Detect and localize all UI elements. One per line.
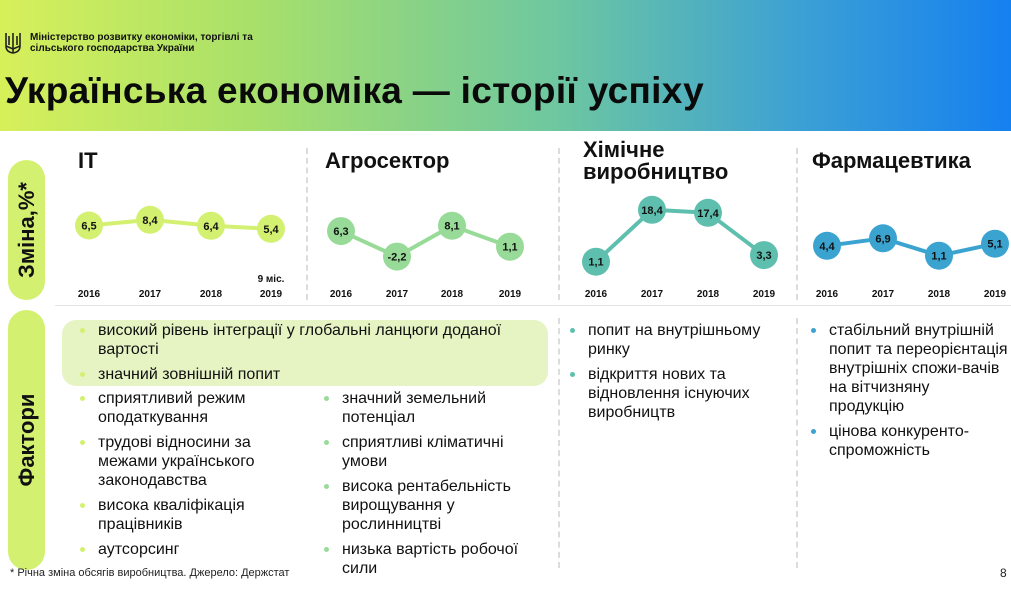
factor-item: попит на внутрішньому ринку bbox=[568, 321, 790, 359]
data-label: 1,1 bbox=[588, 256, 604, 269]
factor-item: високий рівень інтеграції у глобальні ланцюги доданої вартості bbox=[78, 321, 538, 359]
series-line-it bbox=[89, 220, 271, 229]
year-tick-label: 2018 bbox=[927, 289, 951, 300]
page-title: Українська економіка — історії успіху bbox=[5, 70, 704, 111]
year-tick-label: 2017 bbox=[138, 289, 162, 300]
bullet-dot bbox=[324, 547, 329, 552]
series-line-chem bbox=[596, 207, 764, 262]
bullet-dot bbox=[811, 328, 816, 333]
year-tick-label: 2019 bbox=[259, 289, 283, 300]
data-label: 18,4 bbox=[641, 204, 663, 217]
bullet-dot bbox=[80, 328, 85, 333]
factor-item: цінова конкуренто-спроможність bbox=[809, 422, 1009, 460]
ministry-name: Міністерство розвитку економіки, торгівлі та сільського господарства України bbox=[30, 32, 253, 54]
series-line-agro bbox=[341, 226, 510, 257]
data-label: 17,4 bbox=[697, 207, 719, 220]
bullet-dot bbox=[324, 396, 329, 401]
year-tick-label: 2016 bbox=[815, 289, 839, 300]
bullet-dot bbox=[570, 372, 575, 377]
year-tick-label: 2019 bbox=[498, 289, 522, 300]
period-note: 9 міс. bbox=[257, 274, 285, 285]
year-tick-label: 2018 bbox=[440, 289, 464, 300]
data-label: 5,4 bbox=[263, 223, 279, 236]
data-label: -2,2 bbox=[387, 251, 407, 264]
factor-item: аутсорсинг bbox=[78, 540, 303, 559]
sector-title-chem: Хімічне виробництво bbox=[583, 137, 729, 184]
series-line-pharma bbox=[827, 238, 995, 255]
bullet-dot bbox=[324, 440, 329, 445]
bullet-dot bbox=[80, 372, 85, 377]
sector-title-agro: Агросектор bbox=[325, 148, 450, 173]
data-label: 1,1 bbox=[931, 250, 947, 263]
factor-item: трудові відносини за межами українського законодавства bbox=[78, 433, 303, 490]
bullet-dot bbox=[80, 547, 85, 552]
factors-side-label: Фактори bbox=[8, 310, 45, 570]
data-label: 6,3 bbox=[333, 226, 349, 239]
change-side-label: Зміна,%* bbox=[8, 160, 45, 300]
data-label: 5,1 bbox=[987, 238, 1003, 251]
agro-factor-list bbox=[322, 389, 552, 584]
factor-item: сприятливі кліматичні умови bbox=[322, 433, 552, 471]
data-label: 6,5 bbox=[81, 220, 97, 233]
year-tick-label: 2019 bbox=[983, 289, 1007, 300]
year-tick-label: 2016 bbox=[77, 289, 101, 300]
bullet-dot bbox=[80, 396, 85, 401]
factor-item: сприятливий режим оподаткування bbox=[78, 389, 303, 427]
sector-title-pharma: Фармацевтика bbox=[812, 148, 971, 173]
factor-item: низька вартість робочої сили bbox=[322, 540, 552, 578]
page-number: 8 bbox=[1000, 566, 1007, 580]
factor-item: стабільний внутрішній попит та переорієнтація внутрішніх спожи-вачів на вітчизняну продукцію bbox=[809, 321, 1009, 416]
sector-title-it: ІТ bbox=[78, 148, 98, 173]
data-label: 1,1 bbox=[502, 241, 518, 254]
bullet-dot bbox=[324, 484, 329, 489]
factor-item: значний зовнішній попит bbox=[78, 365, 538, 384]
factor-item: висока кваліфікація працівників bbox=[78, 496, 303, 534]
data-label: 8,4 bbox=[142, 214, 158, 227]
year-tick-label: 2016 bbox=[584, 289, 608, 300]
factor-item: відкриття нових та відновлення існуючих виробництв bbox=[568, 365, 790, 422]
bullet-dot bbox=[80, 440, 85, 445]
year-tick-label: 2017 bbox=[640, 289, 664, 300]
factor-item: висока рентабельність вирощування у рослинництві bbox=[322, 477, 552, 534]
year-tick-label: 2017 bbox=[871, 289, 895, 300]
factor-item: значний земельний потенціал bbox=[322, 389, 552, 427]
footnote: * Річна зміна обсягів виробництва. Джерело: Держстат bbox=[10, 567, 290, 579]
year-tick-label: 2019 bbox=[752, 289, 776, 300]
bullet-dot bbox=[570, 328, 575, 333]
data-label: 8,1 bbox=[444, 220, 460, 233]
bullet-dot bbox=[811, 429, 816, 434]
shared-factor-list bbox=[78, 321, 538, 390]
year-tick-label: 2018 bbox=[199, 289, 223, 300]
year-tick-label: 2017 bbox=[385, 289, 409, 300]
it-factor-list bbox=[78, 389, 303, 565]
data-label: 4,4 bbox=[819, 240, 835, 253]
data-label: 3,3 bbox=[756, 250, 772, 263]
pharma-factor-list bbox=[809, 321, 1009, 466]
bullet-dot bbox=[80, 503, 85, 508]
data-label: 6,9 bbox=[875, 233, 891, 246]
chem-factor-list bbox=[568, 321, 790, 428]
year-tick-label: 2018 bbox=[696, 289, 720, 300]
year-tick-label: 2016 bbox=[329, 289, 353, 300]
data-label: 6,4 bbox=[203, 220, 219, 233]
